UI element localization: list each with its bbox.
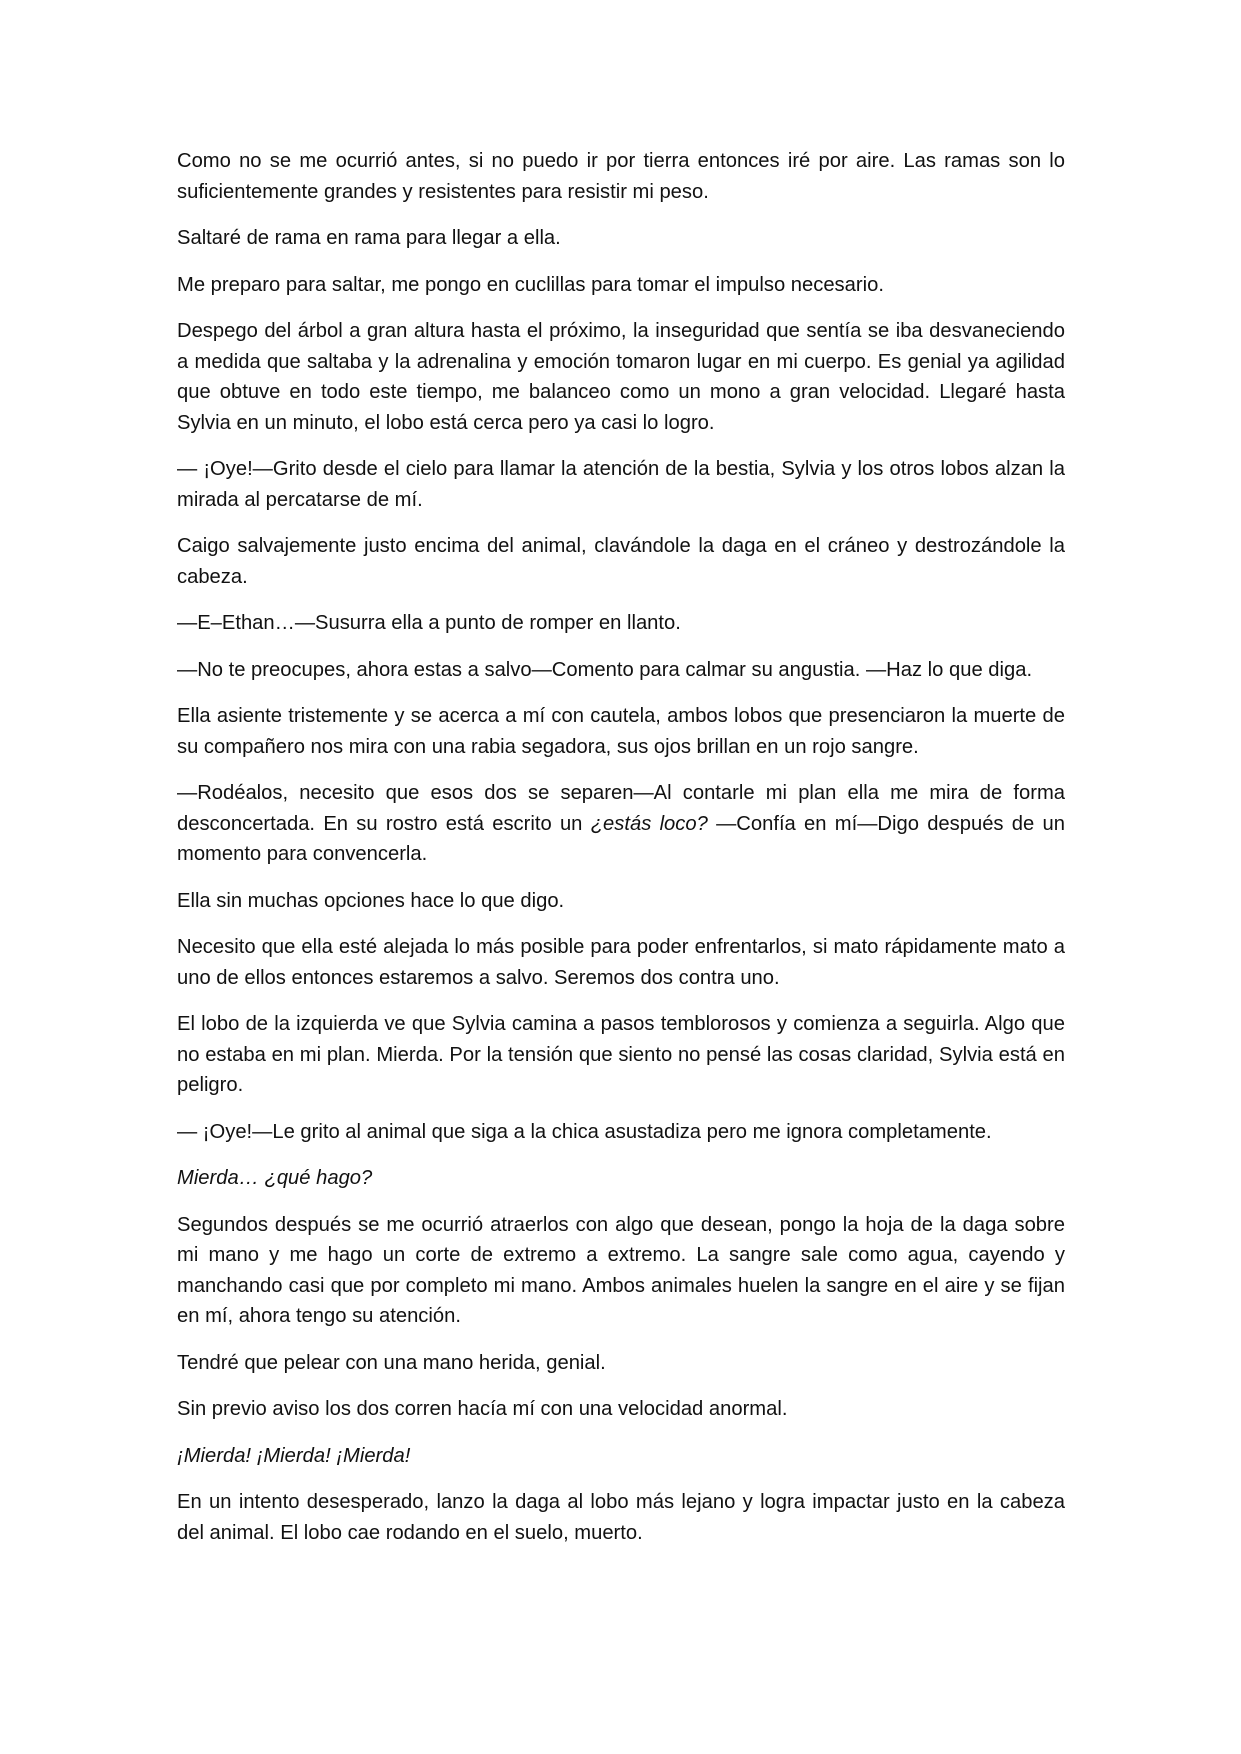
paragraph-text: —Confía en mí—Digo después de un momento para convencerla. bbox=[177, 812, 1065, 865]
paragraph: El lobo de la izquierda ve que Sylvia camina a pasos temblorosos y comienza a seguirla. Algo que no estaba en mi plan. Mierda. Por la tensión que siento no pensé las cosas claridad, Sylvia está en peligro. bbox=[177, 1013, 1065, 1096]
paragraph-text: —Rodéalos, necesito que esos dos se separen—Al contarle mi plan ella me mira de forma desconcertada. En su rostro está escrito un bbox=[177, 782, 1065, 835]
paragraph: En un intento desesperado, lanzo la daga al lobo más lejano y logra impactar justo en la cabeza del animal. El lobo cae rodando en el suelo, muerto. bbox=[177, 1491, 1065, 1544]
italic-thought bbox=[177, 1441, 1065, 1472]
paragraph: Ella asiente tristemente y se acerca a mí con cautela, ambos lobos que presenciaron la muerte de su compañero nos mira con una rabia segadora, sus ojos brillan en un rojo sangre. bbox=[177, 705, 1065, 758]
dialogue-paragraph: — ¡Oye!—Grito desde el cielo para llamar la atención de la bestia, Sylvia y los otros lobos alzan la mirada al percatarse de mí. bbox=[177, 458, 1065, 511]
paragraph: Caigo salvajemente justo encima del animal, clavándole la daga en el cráneo y destrozándole la cabeza. bbox=[177, 535, 1065, 588]
italic-phrase: ¿estás loco? bbox=[590, 812, 708, 835]
italic-phrase: Mierda… ¿qué hago? bbox=[177, 1167, 373, 1189]
dialogue-paragraph: —No te preocupes, ahora estas a salvo—Comento para calmar su angustia. —Haz lo que diga. bbox=[177, 658, 1033, 681]
paragraph: Sin previo aviso los dos corren hacía mí con una velocidad anormal. bbox=[177, 1398, 788, 1420]
paragraph: Me preparo para saltar, me pongo en cuclillas para tomar el impulso necesario. bbox=[177, 273, 884, 296]
paragraph: Ella sin muchas opciones hace lo que digo. bbox=[177, 889, 565, 912]
italic-phrase: ¡Mierda! ¡Mierda! ¡Mierda! bbox=[177, 1444, 411, 1467]
dialogue-paragraph: — ¡Oye!—Le grito al animal que siga a la chica asustadiza pero me ignora completamente. bbox=[177, 1120, 992, 1143]
paragraph: Segundos después se me ocurrió atraerlos con algo que desean, pongo la hoja de la daga sobre mi mano y me hago un corte de extremo a extremo. La sangre sale como agua, cayendo y manchando casi que por completo mi mano. Ambos animales huelen la sangre en el aire y se fijan en mí, ahora tengo su atención. bbox=[177, 1213, 1065, 1327]
paragraph: Necesito que ella esté alejada lo más posible para poder enfrentarlos, si mato rápidamente mato a uno de ellos entonces estaremos a salvo. Seremos dos contra uno. bbox=[177, 936, 1065, 989]
document-page bbox=[177, 146, 1065, 1548]
italic-thought bbox=[177, 1163, 1065, 1194]
dialogue-paragraph: —E–Ethan…—Susurra ella a punto de romper en llanto. bbox=[177, 612, 681, 634]
paragraph: Tendré que pelear con una mano herida, genial. bbox=[177, 1351, 606, 1374]
paragraph: Despego del árbol a gran altura hasta el próximo, la inseguridad que sentía se iba desvaneciendo a medida que saltaba y la adrenalina y emoción tomaron lugar en mi cuerpo. Es genial ya agilidad que obtuve en todo este tiempo, me balanceo como un mono a gran velocidad. Llegaré hasta Sylvia en un minuto, el lobo está cerca pero ya casi lo logro. bbox=[177, 320, 1065, 434]
dialogue-paragraph bbox=[177, 778, 1065, 870]
paragraph: Saltaré de rama en rama para llegar a ella. bbox=[177, 227, 561, 249]
paragraph: Como no se me ocurrió antes, si no puedo ir por tierra entonces iré por aire. Las ramas son lo suficientemente grandes y resistentes para resistir mi peso. bbox=[177, 150, 1065, 203]
